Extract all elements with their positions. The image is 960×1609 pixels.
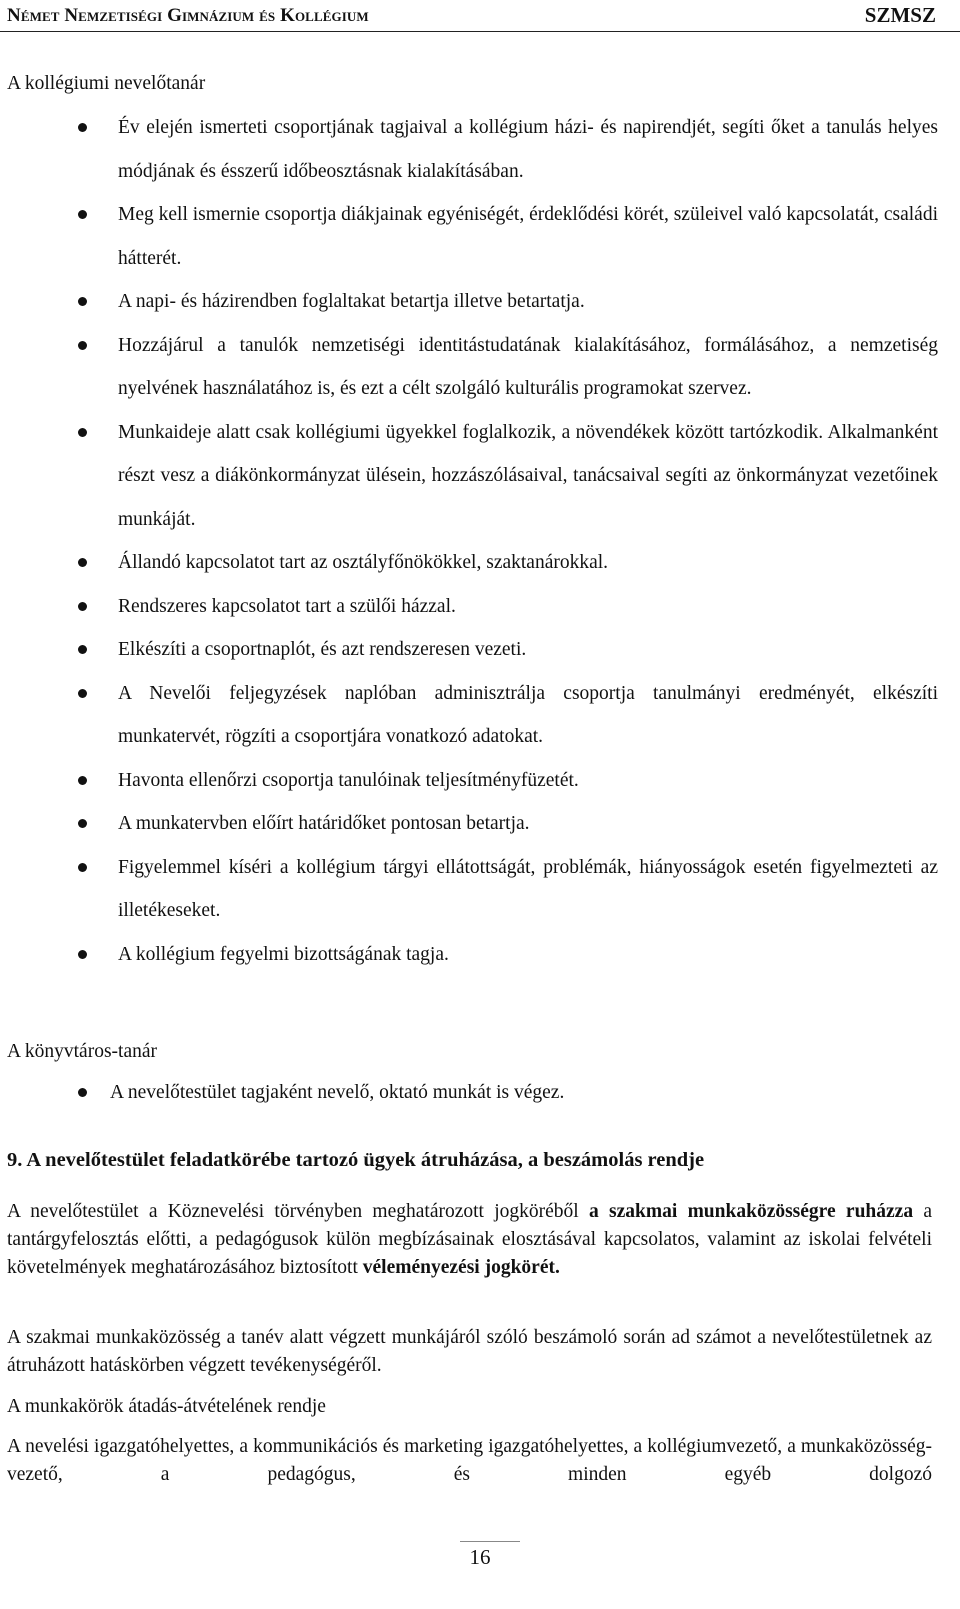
list-item-text: Év elején ismerteti csoportjának tagjaival a kollégium házi- és napirendjét, segíti őket a tanulás helyes módjának és ésszerű időbeosztásnak kialakításában.: [118, 117, 938, 182]
list-item-text: A Nevelői feljegyzések naplóban adminisztrálja csoportja tanulmányi eredményét, elkészíti munkatervét, rögzíti a csoportjára vonatkozó adatokat.: [118, 682, 938, 747]
list-item: [0, 672, 960, 759]
section-title-librarian: A könyvtáros-tanár: [7, 1041, 158, 1062]
school-name: Német Nemzetiségi Gimnázium és Kollégium: [7, 5, 369, 26]
delegation-paragraph: [7, 1198, 932, 1282]
list-item-text: A kollégium fegyelmi bizottságának tagja.: [118, 943, 449, 965]
bullet-icon: [78, 602, 87, 611]
bullet-icon: [78, 428, 87, 437]
page-header: [0, 0, 960, 32]
bullet-icon: [78, 123, 87, 132]
bullet-icon: [78, 819, 87, 828]
page-number: 16: [469, 1545, 491, 1569]
bullet-icon: [78, 297, 87, 306]
handover-paragraph: A nevelési igazgatóhelyettes, a kommunikációs és marketing igazgatóhelyettes, a kollégiumvezető, a munkaközösség-vezető, a pedagógus, és minden egyéb dolgozó: [7, 1436, 932, 1485]
list-item-text: A napi- és házirendben foglaltakat betartja illetve betartatja.: [118, 291, 585, 312]
list-item: [0, 411, 960, 542]
list-item-text: A nevelőtestület tagjaként nevelő, oktató munkát is végez.: [110, 1082, 565, 1103]
list-item-text: Hozzájárul a tanulók nemzetiségi identitástudatának kialakításához, formálásához, a nemzetiség nyelvének használatához is, és ezt a célt szolgáló kulturális programokat szervez.: [118, 334, 938, 399]
list-item: [0, 280, 960, 324]
list-item-text: Figyelemmel kíséri a kollégium tárgyi ellátottságát, problémák, hiányosságok esetén figyelmezteti az illetékeseket.: [118, 856, 938, 921]
handover-title: A munkakörök átadás-átvételének rendje: [7, 1396, 326, 1417]
bullet-icon: [78, 645, 87, 654]
delegation-bold-1: a szakmai munkaközösségre ruházza: [589, 1201, 914, 1222]
bullet-icon: [78, 341, 87, 350]
delegation-bold-2: véleményezési jogkörét.: [362, 1257, 560, 1278]
bullet-icon: [78, 776, 87, 785]
bullet-icon: [78, 863, 87, 872]
list-item: [0, 585, 960, 629]
list-item-text: Rendszeres kapcsolatot tart a szülői házzal.: [118, 595, 456, 617]
delegation-text-2: a tantárgyfelosztás előtti, a pedagógusok külön megbízásainak elosztásával kapcsolatos, valamint az iskolai felvételi követelmények meghatározásához biztosított: [7, 1201, 933, 1278]
footer-divider: [460, 1541, 520, 1542]
list-item-text: Havonta ellenőrzi csoportja tanulóinak teljesítményfüzetét.: [118, 769, 579, 791]
bullet-icon: [78, 689, 87, 698]
list-item-text: A munkatervben előírt határidőket pontosan betartja.: [118, 813, 530, 834]
list-item: [0, 541, 960, 585]
bullet-icon: [78, 950, 87, 959]
list-item: [0, 802, 960, 846]
list-item: [0, 324, 960, 411]
list-item: [0, 193, 960, 280]
list-item-text: Munkaideje alatt csak kollégiumi ügyekkel foglalkozik, a növendékek között tartózkodik. Alkalmanként részt vesz a diákönkormányzat ülésein, hozzászólásaival, tanácsaival segíti az önkormányzat vezetőinek munkáját.: [118, 421, 938, 530]
section-title-teacher: A kollégiumi nevelőtanár: [7, 73, 206, 94]
bullet-icon: [78, 210, 87, 219]
list-item-text: Elkészíti a csoportnaplót, és azt rendszeresen vezeti.: [118, 639, 527, 660]
list-item: [0, 759, 960, 803]
list-item: [0, 1073, 960, 1113]
list-item: [0, 106, 960, 193]
report-paragraph: A szakmai munkaközösség a tanév alatt végzett munkájáról szóló beszámoló során ad számot a nevelőtestületnek az átruházott hatáskörben végzett tevékenységéről.: [7, 1327, 932, 1376]
bullet-icon: [78, 558, 87, 567]
list-item-text: Állandó kapcsolatot tart az osztályfőnökökkel, szaktanárokkal.: [118, 552, 609, 573]
librarian-duties-list: [0, 1073, 960, 1113]
teacher-duties-list: [0, 106, 960, 976]
delegation-text-1: A nevelőtestület a Köznevelési törvényben meghatározott jogköréből: [7, 1201, 590, 1222]
bullet-icon: [78, 1088, 87, 1097]
list-item: [0, 628, 960, 672]
list-item: [0, 846, 960, 933]
document-code: SZMSZ: [864, 3, 936, 27]
list-item-text: Meg kell ismernie csoportja diákjainak egyéniségét, érdeklődési körét, szüleivel való kapcsolatát, családi hátterét.: [118, 204, 938, 269]
list-item: [0, 933, 960, 977]
section-heading: 9. A nevelőtestület feladatkörébe tartozó ügyek átruházása, a beszámolás rendje: [7, 1149, 705, 1171]
